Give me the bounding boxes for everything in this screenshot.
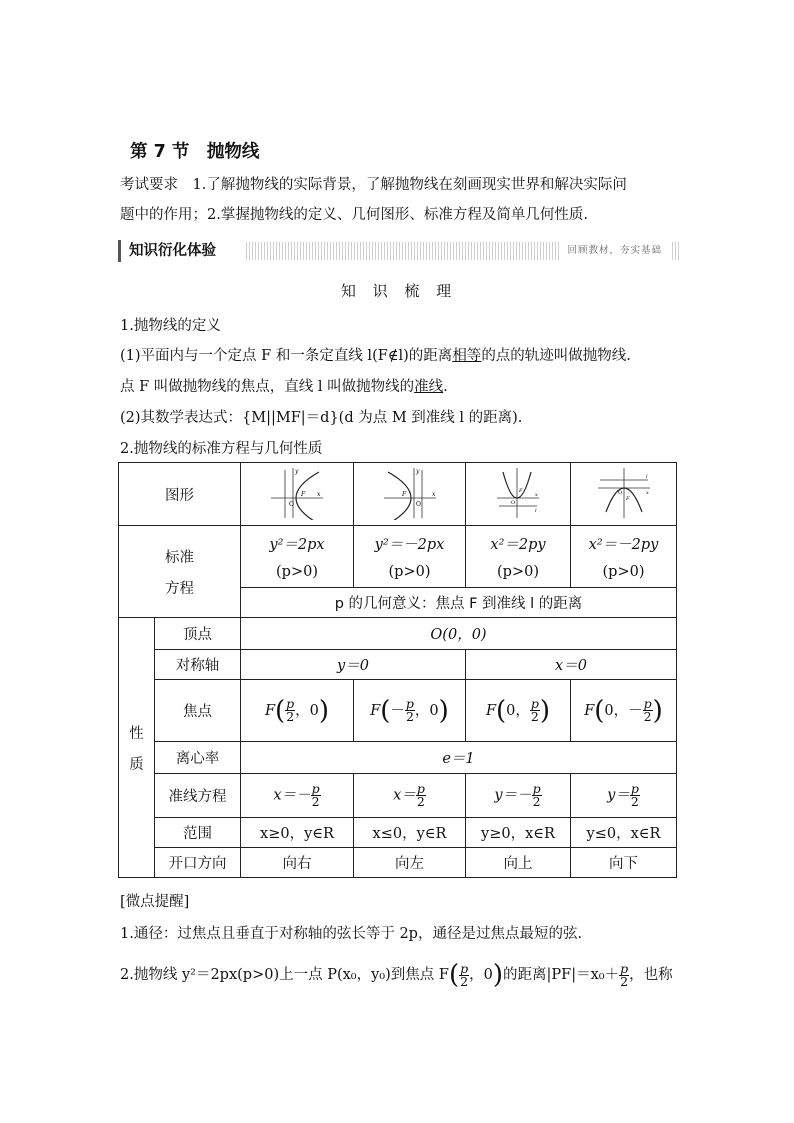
range-value: y≥0，x∈R bbox=[466, 818, 571, 848]
properties-label-1: 性 bbox=[129, 725, 144, 742]
definition-p1-equal: 相等 bbox=[452, 348, 482, 364]
graph-focus-label: F bbox=[301, 491, 306, 498]
graph-x-label: x bbox=[431, 491, 435, 498]
p-condition: (p>0) bbox=[276, 564, 318, 580]
directrix-lhs: x＝ bbox=[393, 787, 416, 804]
properties-label-2: 质 bbox=[129, 756, 144, 773]
definition-p2-a: 点 F 叫做抛物线的焦点，直线 l 叫做抛物线的 bbox=[120, 379, 415, 395]
frac-denominator: 2 bbox=[286, 709, 295, 724]
table-row-focus bbox=[119, 680, 677, 742]
table-row-vertex bbox=[119, 618, 677, 650]
focus-cell: F(0， $\frac{p}{2}$ ) bbox=[466, 680, 571, 742]
opening-value: 向上 bbox=[466, 848, 571, 878]
table-row-range bbox=[119, 818, 677, 848]
frac-denominator: 2 bbox=[311, 794, 320, 809]
graph-right-cell bbox=[241, 463, 354, 526]
exam-requirements-line1: 考试要求 1.了解抛物线的实际背景，了解抛物线在刻画现实世界和解决实际问 bbox=[120, 177, 627, 193]
graph-origin-label: O bbox=[617, 490, 622, 496]
frac-denominator: 2 bbox=[460, 973, 469, 989]
frac-denominator: 2 bbox=[416, 794, 425, 809]
vertex-value: O(0，0) bbox=[241, 618, 677, 650]
tips-heading: [微点提醒] bbox=[120, 894, 190, 910]
parabola-right-graph bbox=[267, 464, 327, 520]
graph-up-cell bbox=[466, 463, 571, 526]
graph-focus-label: F bbox=[519, 488, 523, 494]
graph-x-label: x bbox=[317, 491, 321, 498]
directrix-lhs: y＝－ bbox=[494, 787, 532, 804]
table-row-opening bbox=[119, 848, 677, 878]
fraction bbox=[405, 698, 415, 723]
focus-prefix: F bbox=[370, 702, 381, 719]
definition-p1-c: 的点的轨迹叫做抛物线. bbox=[481, 348, 631, 364]
equation-label bbox=[119, 526, 241, 618]
definition-p2 bbox=[120, 375, 690, 396]
graph-origin-label: O bbox=[511, 500, 516, 506]
focus-prefix: F bbox=[485, 702, 496, 719]
focus-prefix: F bbox=[584, 702, 595, 719]
definition-p1-a: (1)平面内与一个定点 F 和一条定直线 l(F∉l)的距离 bbox=[120, 348, 453, 364]
table-row-equation bbox=[119, 526, 677, 588]
parabola-down-graph bbox=[594, 464, 654, 520]
directrix-cell bbox=[354, 774, 466, 818]
parabola-up-graph bbox=[493, 464, 543, 520]
axis-label: 对称轴 bbox=[155, 650, 241, 680]
graph-focus-label: F bbox=[401, 491, 406, 498]
p-condition: (p>0) bbox=[497, 564, 539, 580]
graph-l-label: l bbox=[535, 508, 537, 514]
directrix-lhs: x＝－ bbox=[273, 787, 311, 804]
range-value: y≤0，x∈R bbox=[571, 818, 677, 848]
focus-cell: F(－ $\frac{p}{2}$ ，0) bbox=[354, 680, 466, 742]
frac-numerator: p bbox=[643, 696, 652, 711]
focus-post: ，0 bbox=[414, 702, 439, 719]
tip-1: 1.通径：过焦点且垂直于对称轴的弦长等于 2p，通径是过焦点最短的弦. bbox=[120, 926, 583, 942]
focus-sign: 0，－ bbox=[604, 702, 643, 719]
equation-text: x²＝－2py bbox=[588, 537, 659, 553]
properties-label bbox=[119, 618, 155, 878]
graph-origin-label: O bbox=[415, 501, 421, 508]
frac-numerator: p bbox=[532, 781, 541, 796]
definition-p2-c: . bbox=[443, 379, 448, 395]
tip-2-a: 2.抛物线 y²＝2px(p>0)上一点 P(x₀，y₀)到焦点 F bbox=[120, 967, 449, 983]
frac-numerator: p bbox=[286, 696, 295, 711]
axis-value: x＝0 bbox=[466, 650, 677, 680]
directrix-cell bbox=[571, 774, 677, 818]
table-heading: 2.抛物线的标准方程与几何性质 bbox=[120, 441, 323, 457]
knowledge-heading: 知 识 梳 理 bbox=[340, 282, 458, 300]
fraction bbox=[630, 783, 640, 808]
table-row-eccentricity bbox=[119, 742, 677, 774]
frac-numerator: p bbox=[405, 696, 414, 711]
frac-denominator: 2 bbox=[620, 973, 629, 989]
tip-2: 2.抛物线 y²＝2px(p>0)上一点 P(x₀，y₀)到焦点 F( $\frac{p}{2}$ ，0)的距离|PF|＝x₀＋ $\frac{p}{2}$ ，也称 bbox=[120, 960, 673, 990]
directrix-cell bbox=[466, 774, 571, 818]
table-row-directrix bbox=[119, 774, 677, 818]
opening-label: 开口方向 bbox=[155, 848, 241, 878]
equation-cell bbox=[466, 526, 571, 588]
frac-numerator: p bbox=[530, 696, 539, 711]
range-value: x≤0，y∈R bbox=[354, 818, 466, 848]
frac-numerator: p bbox=[460, 960, 469, 976]
page-title: 第 7 节 抛物线 bbox=[130, 142, 260, 162]
equation-label-2: 方程 bbox=[165, 580, 194, 597]
frac-numerator: p bbox=[416, 781, 425, 796]
frac-denominator: 2 bbox=[643, 709, 652, 724]
table-row-graph bbox=[119, 463, 677, 526]
fraction bbox=[530, 698, 540, 723]
banner-tag: 回顾教材，夯实基础 bbox=[559, 242, 670, 260]
frac-denominator: 2 bbox=[530, 709, 539, 724]
parabola-properties-table bbox=[118, 462, 677, 878]
equation-text: x²＝2py bbox=[490, 537, 546, 553]
p-condition: (p>0) bbox=[388, 564, 431, 580]
frac-numerator: p bbox=[620, 960, 629, 976]
focus-sign: 0， bbox=[506, 702, 530, 719]
graph-down-cell bbox=[571, 463, 677, 526]
opening-value: 向下 bbox=[571, 848, 677, 878]
equation-cell bbox=[571, 526, 677, 588]
frac-numerator: p bbox=[630, 781, 639, 796]
opening-value: 向左 bbox=[354, 848, 466, 878]
frac-denominator: 2 bbox=[630, 794, 639, 809]
graph-y-label: y bbox=[415, 468, 419, 475]
section-banner bbox=[118, 240, 680, 262]
equation-cell bbox=[354, 526, 466, 588]
focus-label: 焦点 bbox=[155, 680, 241, 742]
p-meaning: p 的几何意义：焦点 F 到准线 l 的距离 bbox=[241, 588, 677, 618]
focus-sign: － bbox=[390, 702, 405, 719]
p-condition: (p>0) bbox=[602, 564, 645, 580]
graph-focus-label: F bbox=[625, 496, 629, 502]
graph-left-cell bbox=[354, 463, 466, 526]
table-row-axis bbox=[119, 650, 677, 680]
range-label: 范围 bbox=[155, 818, 241, 848]
focus-cell: F( $\frac{p}{2}$ ，0) bbox=[241, 680, 354, 742]
axis-value: y＝0 bbox=[241, 650, 466, 680]
focus-prefix: F bbox=[264, 702, 275, 719]
graph-y-label: y bbox=[295, 468, 299, 475]
definition-p1 bbox=[120, 344, 690, 365]
graph-x-label: x bbox=[535, 492, 538, 498]
fraction bbox=[619, 960, 629, 989]
fraction bbox=[285, 698, 295, 723]
fraction bbox=[459, 960, 469, 989]
exam-requirements-line2: 题中的作用；2.掌握抛物线的定义、几何图形、标准方程及简单几何性质. bbox=[120, 207, 588, 223]
tip-2-e: ，也称 bbox=[629, 967, 673, 983]
directrix-label: 准线方程 bbox=[155, 774, 241, 818]
tip-2-b: ，0 bbox=[469, 967, 493, 983]
graph-origin-label: O bbox=[289, 501, 294, 508]
vertex-label: 顶点 bbox=[155, 618, 241, 650]
opening-value: 向右 bbox=[241, 848, 354, 878]
equation-cell bbox=[241, 526, 354, 588]
directrix-lhs: y＝ bbox=[607, 787, 630, 804]
graph-x-label: x bbox=[645, 490, 649, 496]
equation-text: y²＝－2px bbox=[374, 537, 445, 553]
range-value: x≥0，y∈R bbox=[241, 818, 354, 848]
equation-text: y²＝2px bbox=[269, 537, 325, 553]
fraction bbox=[643, 698, 653, 723]
focus-post: ，0 bbox=[295, 702, 319, 719]
fraction bbox=[416, 783, 426, 808]
parabola-left-graph bbox=[380, 464, 440, 520]
fraction bbox=[311, 783, 321, 808]
fraction bbox=[532, 783, 542, 808]
definition-p3: (2)其数学表达式：{M||MF|＝d}(d 为点 M 到准线 l 的距离). bbox=[120, 410, 523, 426]
equation-label-1: 标准 bbox=[165, 549, 194, 566]
frac-numerator: p bbox=[311, 781, 320, 796]
graph-label: 图形 bbox=[119, 463, 241, 526]
directrix-cell bbox=[241, 774, 354, 818]
tip-2-c: 的距离|PF|＝x₀＋ bbox=[503, 967, 620, 983]
eccentricity-label: 离心率 bbox=[155, 742, 241, 774]
eccentricity-value: e＝1 bbox=[241, 742, 677, 774]
definition-p2-directrix: 准线 bbox=[414, 379, 444, 395]
frac-denominator: 2 bbox=[532, 794, 541, 809]
definition-heading: 1.抛物线的定义 bbox=[120, 318, 221, 334]
focus-cell: F(0，－ $\frac{p}{2}$ ) bbox=[571, 680, 677, 742]
frac-denominator: 2 bbox=[405, 709, 414, 724]
graph-l-label: l bbox=[645, 474, 648, 480]
banner-title: 知识衍化体验 bbox=[118, 240, 249, 262]
